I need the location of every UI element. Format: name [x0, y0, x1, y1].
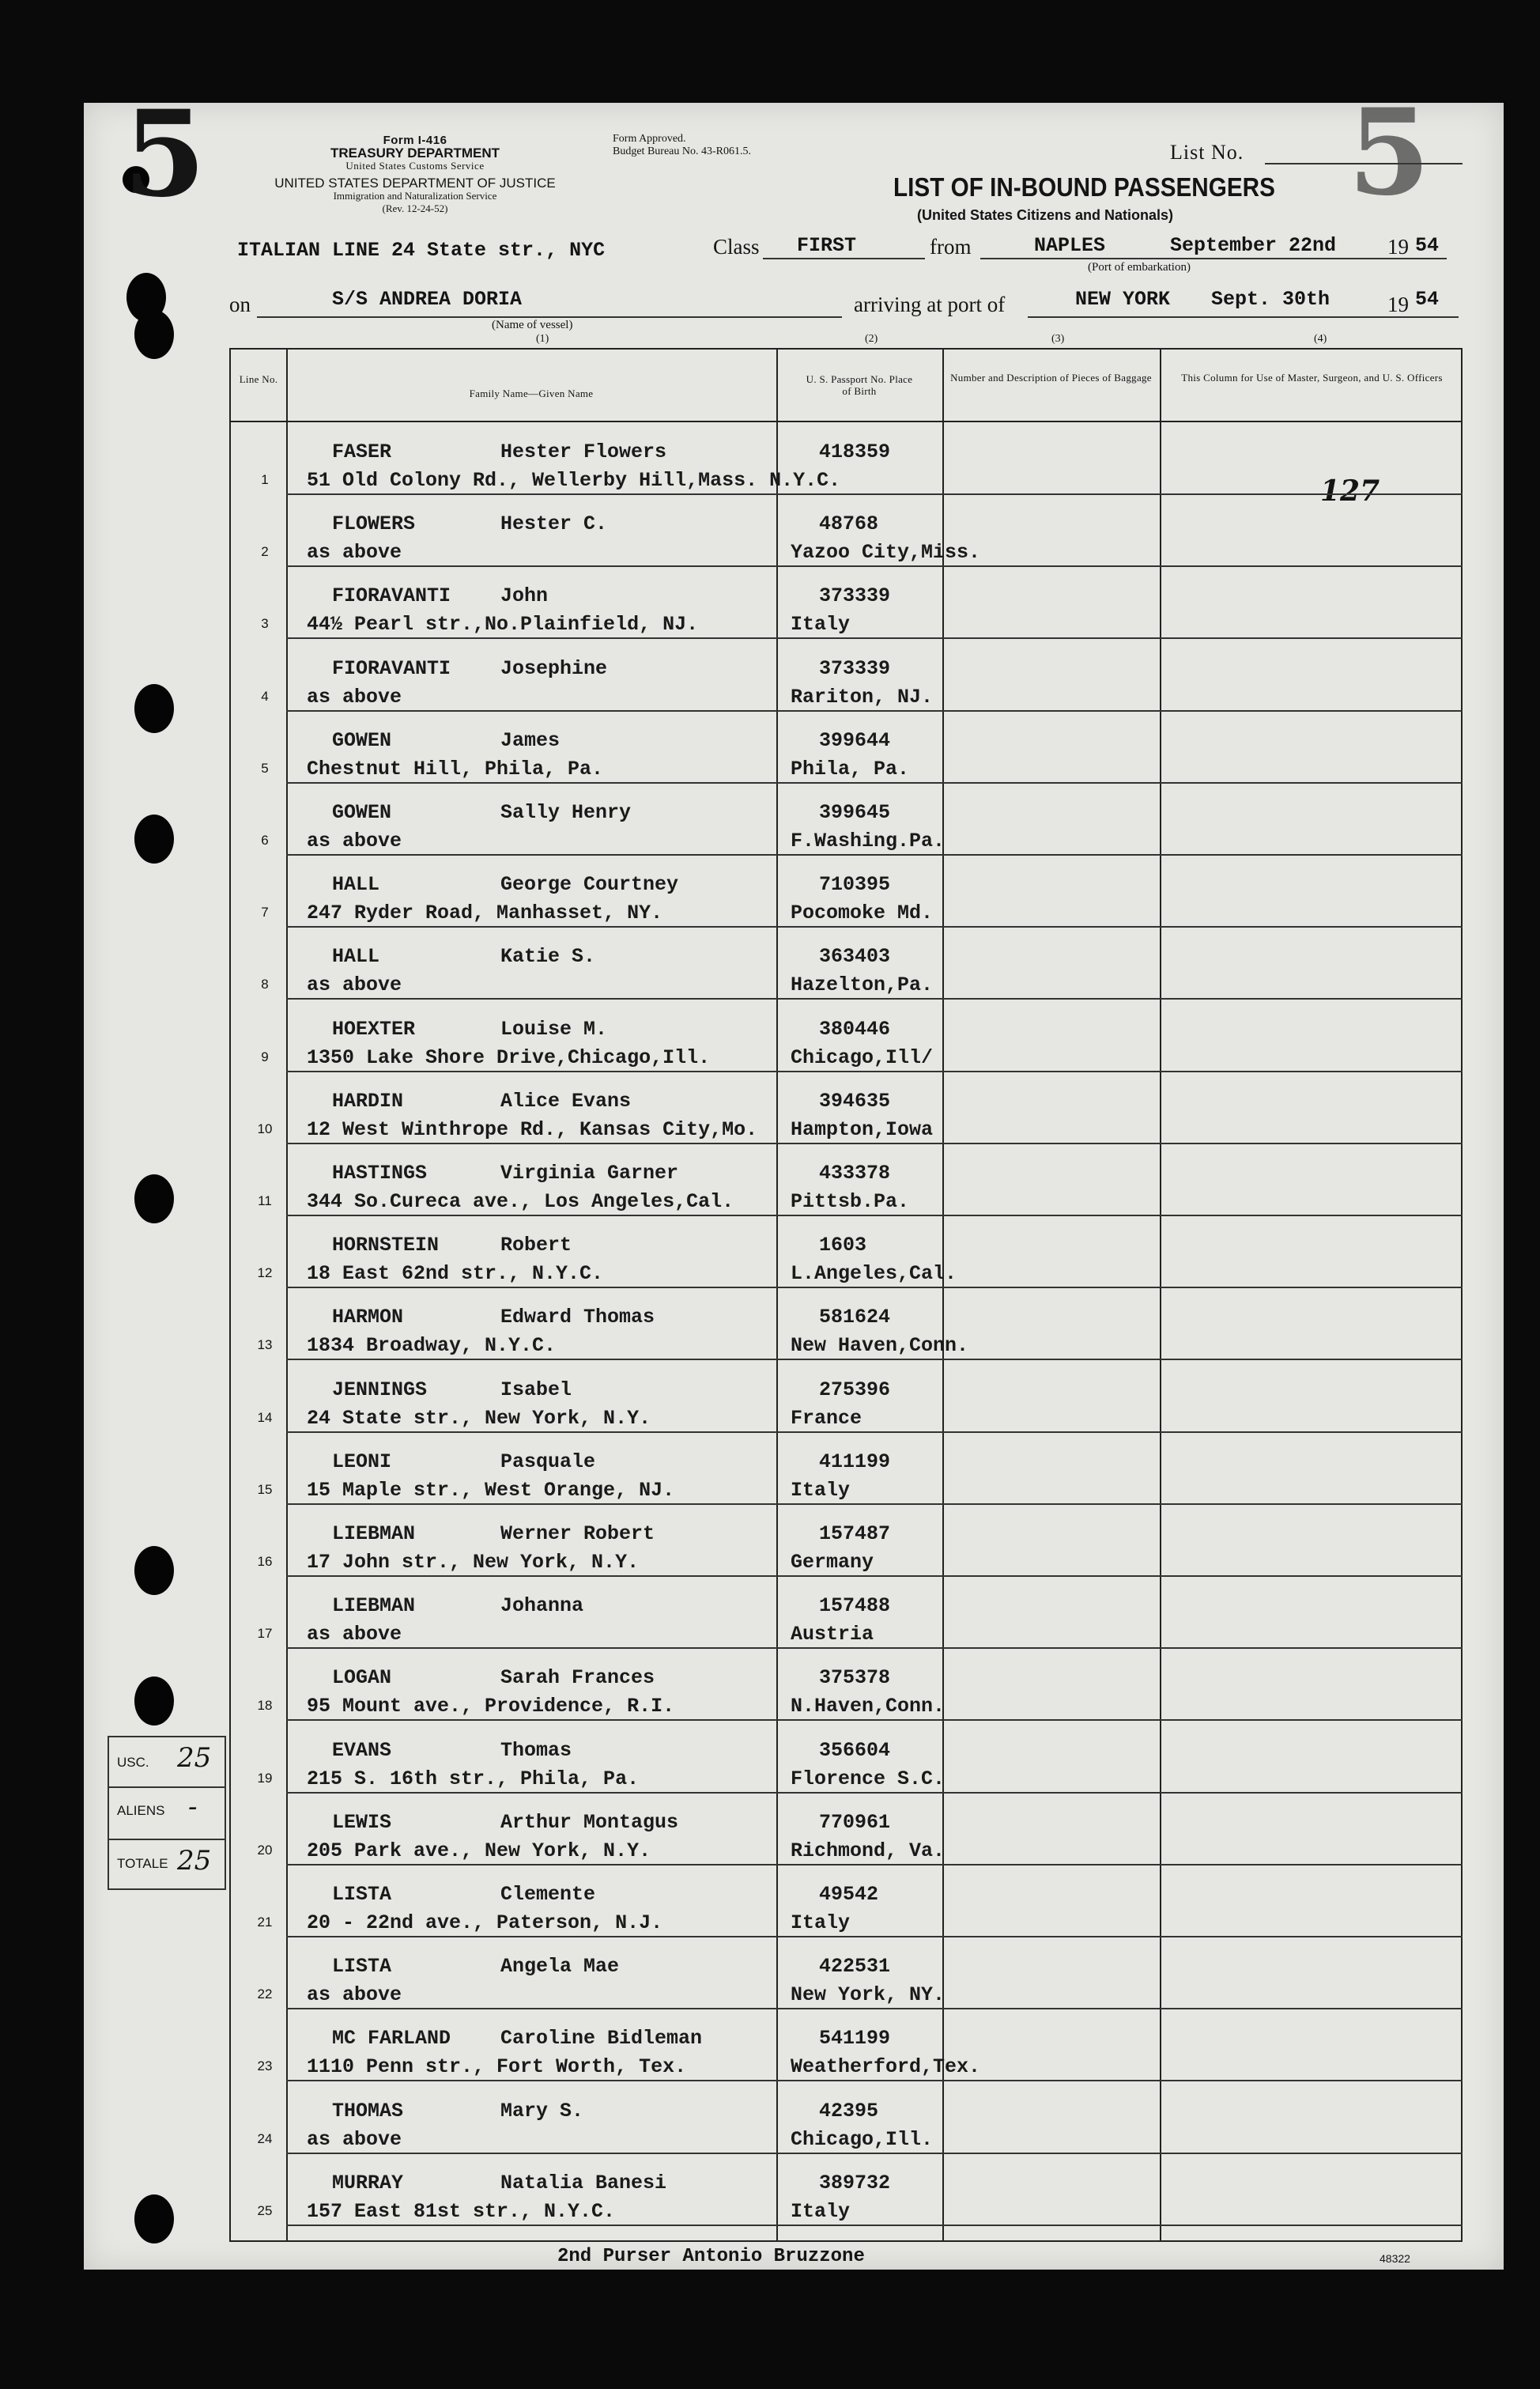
arrival-date: Sept. 30th — [1211, 288, 1331, 311]
passport-number: 380446 — [819, 1017, 891, 1041]
row-divider — [286, 710, 1463, 712]
place-of-birth: Italy — [791, 2199, 851, 2223]
punch-hole — [134, 1174, 174, 1223]
given-name: Werner Robert — [500, 1522, 655, 1545]
passport-number: 394635 — [819, 1089, 891, 1113]
departure-year-prefix: 19 — [1387, 235, 1409, 259]
header-name: Family Name—Given Name — [469, 387, 594, 399]
row-number: 4 — [261, 688, 269, 704]
given-name: Hester C. — [500, 512, 608, 536]
given-name: Josephine — [500, 656, 608, 680]
address: 1834 Broadway, N.Y.C. — [307, 1334, 557, 1358]
vessel-line — [257, 316, 842, 318]
passport-number: 363403 — [819, 945, 891, 969]
address: as above — [307, 1623, 402, 1646]
row-divider — [286, 854, 1463, 856]
row-divider — [286, 782, 1463, 784]
column-number-4: (4) — [1314, 333, 1327, 345]
family-name: MURRAY — [332, 2171, 404, 2194]
row-number: 9 — [261, 1049, 269, 1064]
place-of-birth: Chicago,Ill. — [791, 2127, 934, 2151]
port-caption: (Port of embarkation) — [1088, 261, 1191, 274]
given-name: Virginia Garner — [500, 1162, 679, 1185]
shipping-agent: ITALIAN LINE 24 State str., NYC — [237, 239, 606, 262]
passport-number: 157487 — [819, 1522, 891, 1545]
form-number: Form I-416 — [383, 134, 447, 147]
punch-hole — [134, 2194, 174, 2243]
place-of-birth: New York, NY. — [791, 1983, 946, 2007]
passport-number: 418359 — [819, 440, 891, 463]
row-divider — [286, 998, 1463, 1000]
row-divider — [286, 565, 1463, 567]
family-name: THOMAS — [332, 2099, 404, 2123]
row-number: 24 — [257, 2130, 273, 2146]
from-line — [980, 258, 1447, 259]
address: 20 - 22nd ave., Paterson, N.J. — [307, 1911, 663, 1934]
given-name: Pasquale — [500, 1450, 596, 1473]
passport-number: 375378 — [819, 1666, 891, 1690]
place-of-birth: L.Angeles,Cal. — [791, 1262, 957, 1286]
header-divider — [231, 421, 1461, 422]
vessel-name: S/S ANDREA DORIA — [332, 288, 523, 311]
family-name: GOWEN — [332, 728, 392, 752]
family-name: LEONI — [332, 1450, 392, 1473]
row-divider — [286, 1792, 1463, 1794]
given-name: James — [500, 728, 561, 752]
row-divider — [286, 2153, 1463, 2154]
row-divider — [286, 493, 1463, 495]
place-of-birth: Pittsb.Pa. — [791, 1190, 910, 1213]
row-divider — [286, 1071, 1463, 1072]
class-line — [763, 258, 925, 259]
address: as above — [307, 685, 402, 709]
address: 344 So.Cureca ave., Los Angeles,Cal. — [307, 1190, 734, 1213]
purser-signature: 2nd Purser Antonio Bruzzone — [557, 2246, 865, 2267]
column-number-1: (1) — [536, 333, 549, 345]
given-name: John — [500, 584, 549, 608]
punch-hole — [134, 1546, 174, 1595]
address: 95 Mount ave., Providence, R.I. — [307, 1695, 675, 1718]
row-divider — [286, 637, 1463, 639]
row-number: 2 — [261, 544, 269, 560]
address: as above — [307, 541, 402, 565]
place-of-birth: Florence S.C. — [791, 1767, 946, 1790]
place-of-birth: F.Washing.Pa. — [791, 830, 946, 852]
aliens-value: - — [188, 1791, 198, 1823]
manifest-title: LIST OF IN-BOUND PASSENGERS — [893, 172, 1275, 202]
customs-service: United States Customs Service — [345, 160, 485, 172]
passport-number: 433378 — [819, 1162, 891, 1185]
column-number-3: (3) — [1051, 333, 1065, 345]
row-number: 13 — [257, 1337, 273, 1353]
col-divider — [942, 350, 944, 2240]
address: 215 S. 16th str., Phila, Pa. — [307, 1767, 640, 1790]
family-name: HARDIN — [332, 1089, 404, 1113]
place-of-birth: Phila, Pa. — [791, 757, 910, 781]
tally-box — [108, 1736, 226, 1890]
place-of-birth: Italy — [791, 1478, 851, 1502]
place-of-birth: Italy — [791, 613, 851, 637]
place-of-birth: Yazoo City,Miss. — [791, 541, 981, 565]
family-name: FASER — [332, 440, 392, 463]
place-of-birth: Hazelton,Pa. — [791, 973, 934, 997]
row-divider — [286, 926, 1463, 928]
family-name: GOWEN — [332, 801, 392, 824]
passport-number: 1603 — [819, 1234, 867, 1257]
family-name: FIORAVANTI — [332, 584, 451, 608]
passport-number: 541199 — [819, 2027, 891, 2051]
passport-number: 581624 — [819, 1306, 891, 1329]
address: Chestnut Hill, Phila, Pa. — [307, 757, 604, 781]
given-name: Caroline Bidleman — [500, 2027, 703, 2051]
punch-hole — [134, 1676, 174, 1726]
col-divider — [776, 350, 778, 2240]
given-name: George Courtney — [500, 873, 679, 897]
place-of-birth: N.Haven,Conn. — [791, 1695, 946, 1718]
treasury-department: TREASURY DEPARTMENT — [330, 146, 500, 161]
given-name: Katie S. — [500, 945, 596, 969]
row-number: 14 — [257, 1409, 273, 1425]
family-name: HARMON — [332, 1306, 404, 1329]
class-value: FIRST — [797, 234, 857, 257]
total-label: TOTALE — [117, 1856, 168, 1871]
place-of-birth: Italy — [791, 1911, 851, 1934]
passport-number: 356604 — [819, 1738, 891, 1762]
vessel-caption: (Name of vessel) — [492, 319, 573, 331]
revision-date: (Rev. 12-24-52) — [382, 202, 448, 214]
row-number: 7 — [261, 905, 269, 920]
row-number: 5 — [261, 760, 269, 776]
given-name: Thomas — [500, 1738, 572, 1762]
place-of-birth: Hampton,Iowa — [791, 1117, 934, 1141]
passport-number: 42395 — [819, 2099, 879, 2123]
row-divider — [286, 1864, 1463, 1865]
place-of-birth: Weatherford,Tex. — [791, 2055, 981, 2079]
passport-number: 399644 — [819, 728, 891, 752]
row-divider — [286, 1143, 1463, 1144]
given-name: Robert — [500, 1234, 572, 1257]
place-of-birth: Rariton, NJ. — [791, 685, 934, 709]
place-of-birth: Pocomoke Md. — [791, 902, 934, 925]
arrival-year-prefix: 19 — [1387, 293, 1409, 316]
family-name: FIORAVANTI — [332, 656, 451, 680]
row-number: 1 — [261, 472, 269, 487]
left-list-number: 5 — [123, 85, 206, 224]
address: 18 East 62nd str., N.Y.C. — [307, 1262, 604, 1286]
address: 51 Old Colony Rd., Wellerby Hill,Mass. N.Y.C. — [307, 469, 841, 492]
given-name: Clemente — [500, 1883, 596, 1906]
family-name: LIEBMAN — [332, 1522, 416, 1545]
family-name: HORNSTEIN — [332, 1234, 440, 1257]
family-name: MC FARLAND — [332, 2027, 451, 2051]
row-divider — [286, 1503, 1463, 1505]
form-approved: Form Approved. — [613, 133, 686, 145]
place-of-birth: Germany — [791, 1551, 874, 1574]
header-baggage: Number and Description of Pieces of Baggage — [950, 372, 1152, 384]
punch-hole — [134, 684, 174, 733]
punch-hole — [134, 815, 174, 864]
tally-divider — [109, 1786, 225, 1788]
place-of-birth: New Haven,Conn. — [791, 1334, 969, 1358]
row-number: 10 — [257, 1121, 273, 1136]
address: 247 Ryder Road, Manhasset, NY. — [307, 902, 663, 925]
immigration-service: Immigration and Naturalization Service — [333, 190, 497, 202]
address: 1350 Lake Shore Drive,Chicago,Ill. — [307, 1045, 711, 1069]
given-name: Hester Flowers — [500, 440, 667, 463]
row-number: 12 — [257, 1265, 273, 1281]
header-line-no: Line No. — [239, 373, 278, 385]
column-number-2: (2) — [865, 333, 878, 345]
row-number: 19 — [257, 1770, 273, 1786]
family-name: HALL — [332, 873, 380, 897]
total-value: 25 — [177, 1845, 212, 1877]
family-name: EVANS — [332, 1738, 392, 1762]
address: 44½ Pearl str.,No.Plainfield, NJ. — [307, 613, 699, 637]
family-name: LOGAN — [332, 1666, 392, 1690]
place-of-birth: Austria — [791, 1623, 874, 1646]
right-list-number: 5 — [1348, 83, 1431, 222]
family-name: HALL — [332, 945, 380, 969]
passport-number: 770961 — [819, 1810, 891, 1834]
address: 15 Maple str., West Orange, NJ. — [307, 1478, 675, 1502]
row-number: 11 — [258, 1193, 272, 1208]
given-name: Alice Evans — [500, 1089, 632, 1113]
year-line — [1380, 316, 1459, 318]
family-name: HOEXTER — [332, 1017, 416, 1041]
given-name: Johanna — [500, 1594, 584, 1618]
given-name: Arthur Montagus — [500, 1810, 679, 1834]
row-number: 8 — [261, 977, 269, 992]
form-id-block — [229, 134, 601, 215]
departure-year: 54 — [1415, 234, 1440, 257]
given-name: Natalia Banesi — [500, 2171, 667, 2194]
budget-bureau: Budget Bureau No. 43-R061.5. — [613, 146, 751, 157]
family-name: HASTINGS — [332, 1162, 428, 1185]
address: 24 State str., New York, N.Y. — [307, 1406, 651, 1430]
header-passport: U. S. Passport No. Place of Birth — [806, 373, 913, 397]
family-name: LISTA — [332, 1883, 392, 1906]
tally-divider — [109, 1839, 225, 1840]
row-number: 21 — [257, 1915, 273, 1930]
row-divider — [286, 1647, 1463, 1649]
row-number: 6 — [261, 833, 269, 848]
row-number: 22 — [257, 1986, 273, 2002]
passport-number: 399645 — [819, 801, 891, 824]
address: 17 John str., New York, N.Y. — [307, 1551, 640, 1574]
departure-date: September 22nd — [1170, 234, 1337, 257]
family-name: LIEBMAN — [332, 1594, 416, 1618]
arrival-year: 54 — [1415, 288, 1440, 311]
address: 205 Park ave., New York, N.Y. — [307, 1839, 651, 1862]
usc-value: 25 — [177, 1742, 212, 1774]
department-of-justice: UNITED STATES DEPARTMENT OF JUSTICE — [274, 176, 556, 191]
col-divider — [1160, 350, 1161, 2240]
row-divider — [286, 2080, 1463, 2081]
row-divider — [286, 1287, 1463, 1288]
passport-number: 422531 — [819, 1955, 891, 1979]
row-number: 23 — [257, 2058, 273, 2074]
row-divider — [286, 1215, 1463, 1216]
arrival-line — [1028, 316, 1380, 318]
family-name: LEWIS — [332, 1810, 392, 1834]
place-of-birth: France — [791, 1406, 862, 1430]
on-label: on — [229, 293, 251, 316]
passport-number: 710395 — [819, 873, 891, 897]
embark-port: NAPLES — [1034, 234, 1106, 257]
address: as above — [307, 830, 402, 852]
arrival-port: NEW YORK — [1075, 288, 1171, 311]
row-number: 25 — [257, 2202, 273, 2218]
given-name: Sarah Frances — [500, 1666, 655, 1690]
usc-label: USC. — [117, 1755, 149, 1770]
passport-number: 157488 — [819, 1594, 891, 1618]
arriving-label: arriving at port of — [854, 293, 1006, 316]
row-number: 15 — [257, 1481, 273, 1497]
family-name: JENNINGS — [332, 1378, 428, 1401]
punch-hole — [134, 310, 174, 359]
address: as above — [307, 1983, 402, 2007]
given-name: Edward Thomas — [500, 1306, 655, 1329]
header-officers: This Column for Use of Master, Surgeon, and U. S. Officers — [1181, 372, 1443, 384]
passport-number: 49542 — [819, 1883, 879, 1906]
address: 157 East 81st str., N.Y.C. — [307, 2199, 616, 2223]
passport-number: 373339 — [819, 584, 891, 608]
given-name: Sally Henry — [500, 801, 632, 824]
row-divider — [286, 1936, 1463, 1937]
row-divider — [286, 2225, 1463, 2226]
given-name: Louise M. — [500, 1017, 608, 1041]
approval-block — [613, 133, 751, 158]
row-number: 16 — [257, 1554, 273, 1569]
address: 12 West Winthrope Rd., Kansas City,Mo. — [307, 1117, 758, 1141]
aliens-label: ALIENS — [117, 1803, 165, 1818]
row-divider — [286, 1431, 1463, 1433]
place-of-birth: Richmond, Va. — [791, 1839, 946, 1862]
passport-number: 275396 — [819, 1378, 891, 1401]
passport-number: 48768 — [819, 512, 879, 536]
address: 1110 Penn str., Fort Worth, Tex. — [307, 2055, 687, 2079]
row-divider — [286, 1359, 1463, 1360]
row-divider — [286, 2008, 1463, 2009]
given-name: Isabel — [500, 1378, 572, 1401]
given-name: Angela Mae — [500, 1955, 620, 1979]
row-number: 18 — [257, 1698, 273, 1714]
officer-stamp-number: 127 — [1320, 474, 1380, 508]
given-name: Mary S. — [500, 2099, 584, 2123]
family-name: FLOWERS — [332, 512, 416, 536]
row-number: 17 — [257, 1626, 273, 1642]
row-divider — [286, 1575, 1463, 1577]
place-of-birth: Chicago,Ill/ — [791, 1045, 934, 1069]
list-number-label: List No. — [1170, 141, 1244, 164]
manifest-subtitle: (United States Citizens and Nationals) — [917, 207, 1174, 223]
passport-number: 411199 — [819, 1450, 891, 1473]
row-number: 20 — [257, 1842, 273, 1858]
address: as above — [307, 2127, 402, 2151]
class-label: Class — [713, 235, 760, 259]
family-name: LISTA — [332, 1955, 392, 1979]
form-code: 48322 — [1380, 2252, 1410, 2265]
col-divider — [286, 350, 288, 2240]
row-divider — [286, 1719, 1463, 1721]
row-number: 3 — [261, 616, 269, 632]
address: as above — [307, 973, 402, 997]
passport-number: 389732 — [819, 2171, 891, 2194]
passport-number: 373339 — [819, 656, 891, 680]
from-label: from — [930, 235, 972, 259]
